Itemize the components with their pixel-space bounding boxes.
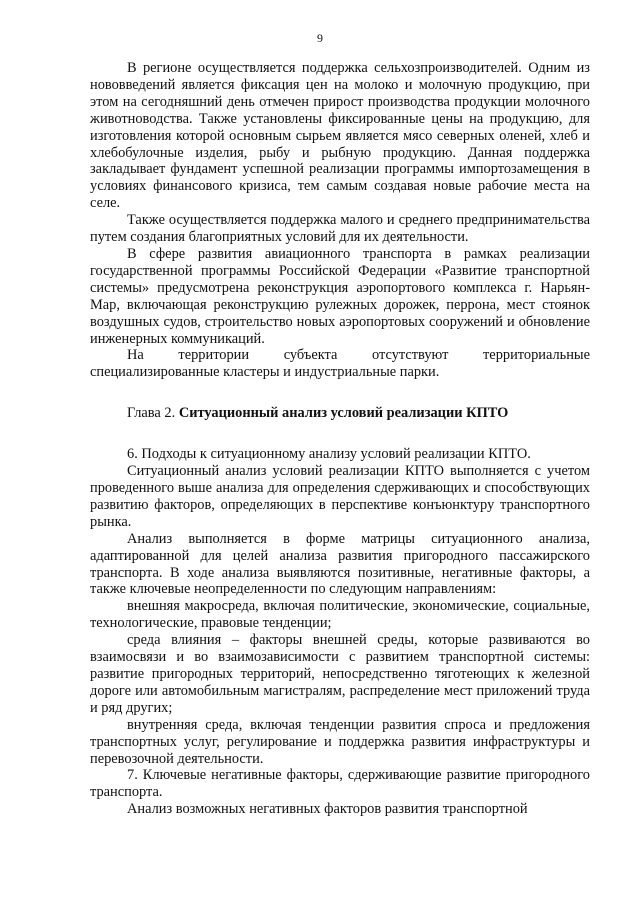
page-number: 9 <box>317 31 323 45</box>
paragraph-negative-factors: Анализ возможных негативных факторов развития транспортной <box>127 801 528 818</box>
document-body <box>90 60 590 818</box>
list-item-external-macro: внешняя макросреда, включая политические, экономические, социальные, технологические, правовые тенденции; <box>90 598 590 632</box>
section-7-heading: 7. Ключевые негативные факторы, сдерживающие развитие пригородного транспорта. <box>90 767 590 801</box>
section-6-heading: 6. Подходы к ситуационному анализу условий реализации КПТО. <box>127 446 531 463</box>
chapter-prefix: Глава 2. <box>127 405 176 422</box>
paragraph-analysis-matrix: Анализ выполняется в форме матрицы ситуационного анализа, адаптированной для целей анализа развития пригородного пассажирского транспорта. В ходе анализа выявляются позитивные, негативные факторы, а также ключевые неопределенности по следующим направлениям: <box>90 530 590 598</box>
chapter-title: Ситуационный анализ условий реализации КПТО <box>178 405 509 422</box>
paragraph-small-business: Также осуществляется поддержка малого и среднего предпринимательства путем создания благоприятных условий для их деятельности. <box>90 212 590 246</box>
paragraph-situational-analysis: Ситуационный анализ условий реализации КПТО выполняется с учетом проведенного выше анализа для определения сдерживающих и способствующих развитию факторов, определяющих в перспективе конъюнктуру транспортного рынка. <box>90 463 590 530</box>
list-item-internal-environment: внутренняя среда, включая тенденции развития спроса и предложения транспортных услуг, регулирование и поддержка развития инфраструктуры и перевозочной деятельности. <box>90 716 590 767</box>
paragraph-aviation: В сфере развития авиационного транспорта в рамках реализации государственной программы Российской Федерации «Развитие транспортной системы» предусмотрена реконструкция аэропортового комплекса г. Нарьян-Мар, включающая реконструкцию рулежных дорожек, перрона, мест стоянок воздушных судов, строительство новых аэропортовых сооружений и обновление инженерных коммуникаций. <box>90 245 590 347</box>
paragraph-clusters: На территории субъекта отсутствуют территориальные специализированные кластеры и индустриальные парки. <box>90 347 590 381</box>
paragraph-agriculture-support: В регионе осуществляется поддержка сельхозпроизводителей. Одним из нововведений является фиксация цен на молоко и молочную продукцию, при этом на сегодняшний день отмечен прирост производства продукции молочного животноводства. Также установлены фиксированные цены на продукцию, для изготовления которой основным сырьем является мясо северных оленей, хлеб и хлебобулочные изделия, рыбу и рыбную продукцию. Данная поддержка закладывает фундамент успешной реализации программы импортозамещения в условиях финансового кризиса, тем самым создавая новые рабочие места на селе. <box>90 60 590 212</box>
chapter-heading <box>90 405 590 422</box>
list-item-influence-environment: среда влияния – факторы внешней среды, которые развиваются во взаимосвязи и во взаимозависимости с развитием транспортной системы: развитие пригородных территорий, непосредственно тяготеющих к железной дороге или автомобильным магистралям, распределение мест приложений труда и ряд других; <box>90 632 590 716</box>
